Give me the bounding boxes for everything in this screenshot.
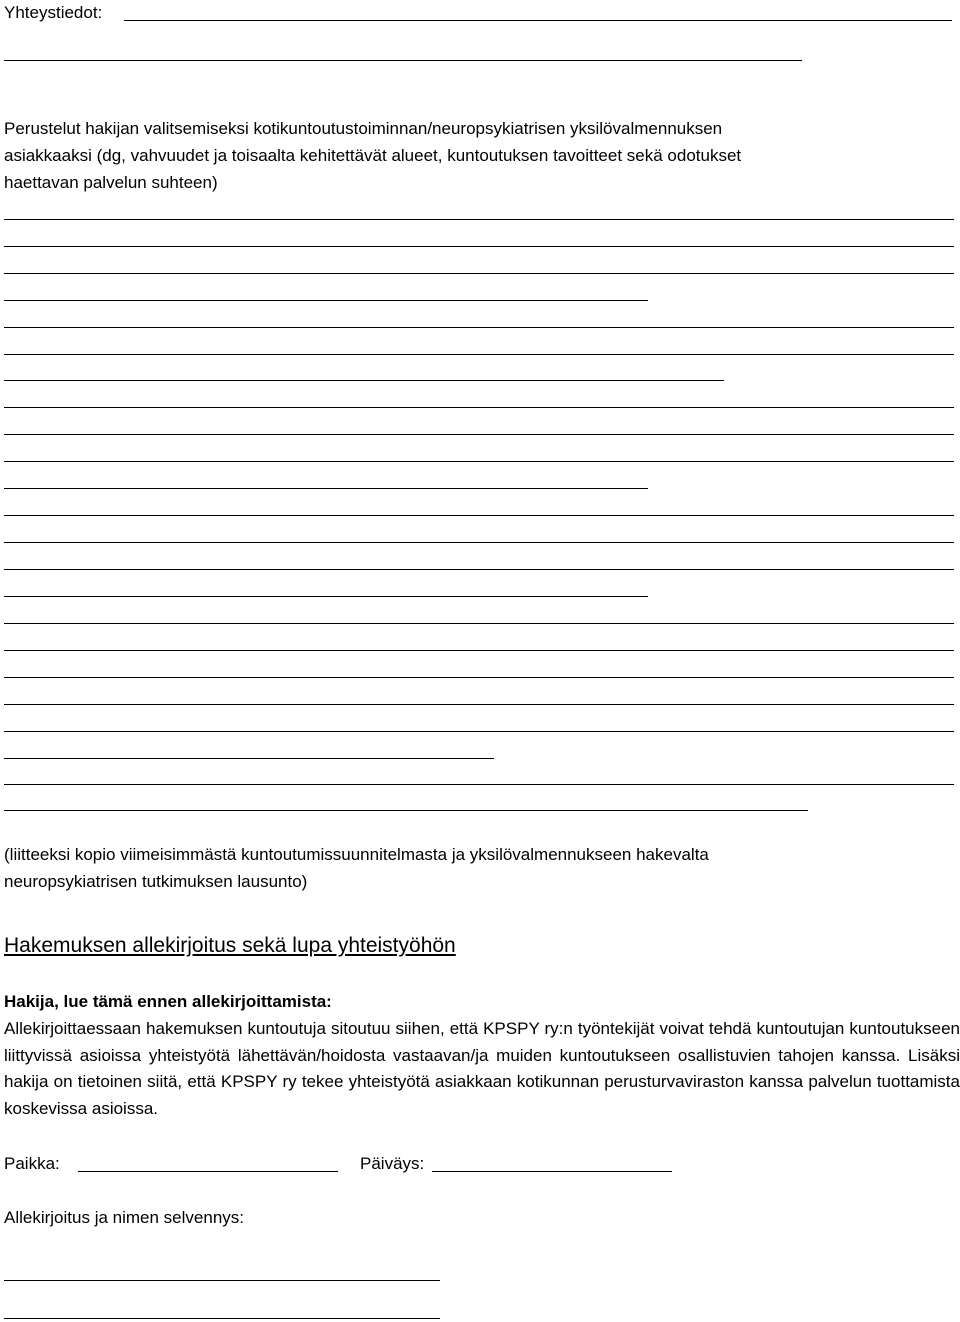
writing-line[interactable] (4, 407, 954, 408)
attachments-line-2: neuropsykiatrisen tutkimuksen lausunto) (4, 872, 308, 891)
writing-line[interactable] (4, 300, 648, 301)
writing-line[interactable] (4, 273, 954, 274)
contact-label: Yhteystiedot: (4, 3, 103, 22)
writing-line[interactable] (4, 515, 954, 516)
rationale-line-1: Perustelut hakijan valitsemiseksi kotikuntoutustoiminnan/neuropsykiatrisen yksilövalmennuksen (4, 119, 723, 138)
writing-line[interactable] (4, 596, 648, 597)
attachments-line-1: (liitteeksi kopio viimeisimmästä kuntoutumissuunnitelmasta ja yksilövalmennukseen hakevalta (4, 845, 709, 864)
writing-line[interactable] (4, 246, 954, 247)
signature-label: Allekirjoitus ja nimen selvennys: (4, 1208, 244, 1227)
signature-section-heading: Hakemuksen allekirjoitus sekä lupa yhteistyöhön (4, 934, 456, 957)
name-clarification-field-line[interactable] (4, 1318, 440, 1319)
writing-line[interactable] (4, 810, 808, 811)
writing-line[interactable] (4, 650, 954, 651)
writing-line[interactable] (4, 758, 494, 759)
signature-field-line[interactable] (4, 1280, 440, 1281)
notice-text: Allekirjoittaessaan hakemuksen kuntoutuja sitoutuu siihen, että KPSPY ry:n työntekijät voivat tehdä kuntoutujan kuntoutukseen liittyvissä asioissa yhteistyötä lähettävän/hoidosta vastaavan/ja muiden kuntoutukseen osallistuvien tahojen kanssa. Lisäksi hakija on tietoinen siitä, että KPSPY ry tekee yhteistyötä asiakkaan kotikunnan perusturvaviraston kanssa palvelun tuottamista koskevissa asioissa. (4, 1019, 960, 1118)
contact-field-line-1[interactable] (124, 20, 952, 21)
writing-line[interactable] (4, 461, 954, 462)
writing-line[interactable] (4, 434, 954, 435)
notice-title: Hakija, lue tämä ennen allekirjoittamista: (4, 992, 332, 1011)
writing-line[interactable] (4, 354, 954, 355)
rationale-line-3: haettavan palvelun suhteen) (4, 173, 218, 192)
date-field[interactable] (432, 1171, 672, 1172)
writing-line[interactable] (4, 219, 954, 220)
writing-line[interactable] (4, 784, 954, 785)
writing-line[interactable] (4, 569, 954, 570)
writing-line[interactable] (4, 542, 954, 543)
place-field[interactable] (78, 1171, 338, 1172)
writing-line[interactable] (4, 623, 954, 624)
rationale-line-2: asiakkaaksi (dg, vahvuudet ja toisaalta kehitettävät alueet, kuntoutuksen tavoitteet sekä odotukset (4, 146, 742, 165)
writing-line[interactable] (4, 677, 954, 678)
writing-line[interactable] (4, 327, 954, 328)
contact-field-line-2[interactable] (4, 60, 802, 61)
writing-line[interactable] (4, 488, 648, 489)
writing-line[interactable] (4, 704, 954, 705)
place-label: Paikka: (4, 1154, 60, 1173)
writing-line[interactable] (4, 380, 724, 381)
writing-line[interactable] (4, 731, 954, 732)
date-label: Päiväys: (360, 1154, 425, 1173)
